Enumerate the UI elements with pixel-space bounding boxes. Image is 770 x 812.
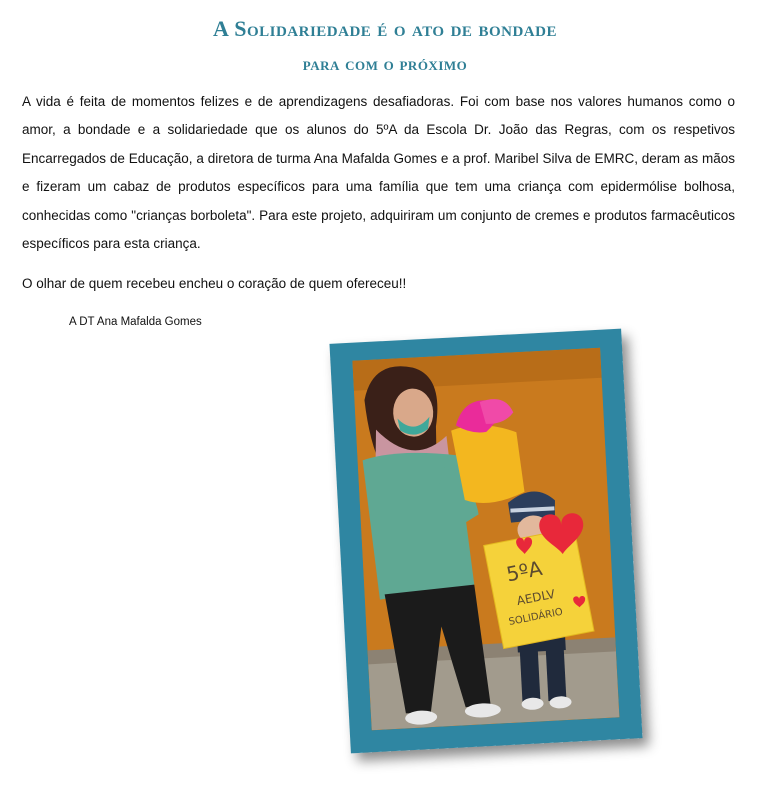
photo-illustration (352, 348, 619, 730)
photo-frame (329, 329, 642, 754)
article-title-line-2: para com o próximo (302, 54, 468, 75)
sign-text-line-3: SOLIDÁRIO (507, 606, 564, 628)
sign-text-line-2: AEDLV (515, 586, 557, 609)
photo (329, 329, 642, 754)
article-title-line-1: A Solidariedade é o ato de bondade (213, 16, 557, 41)
article-paragraph-1: A vida é feita de momentos felizes e de aprendizagens desafiadoras. Foi com base nos valores humanos como o amor, a bondade e a solidariedade que os alunos do 5ºA da Escola Dr. João das Regras, com os respetivos Encarregados de Educação, a diretora de turma Ana Mafalda Gomes e a prof. Maribel Silva de EMRC, deram as mãos e fizeram um cabaz de produtos específicos para uma família que tem uma criança com epidermólise bolhosa, conhecidas como "crianças borboleta". Para este projeto, adquiriram um conjunto de cremes e produtos farmacêuticos específicos para esta criança. (22, 94, 735, 252)
sign-text-line-1: 5ºA (504, 555, 545, 587)
photo-image (352, 348, 619, 730)
signature: A DT Ana Mafalda Gomes (69, 316, 202, 328)
article-paragraph-2: O olhar de quem recebeu encheu o coração de quem ofereceu!! (22, 276, 407, 291)
